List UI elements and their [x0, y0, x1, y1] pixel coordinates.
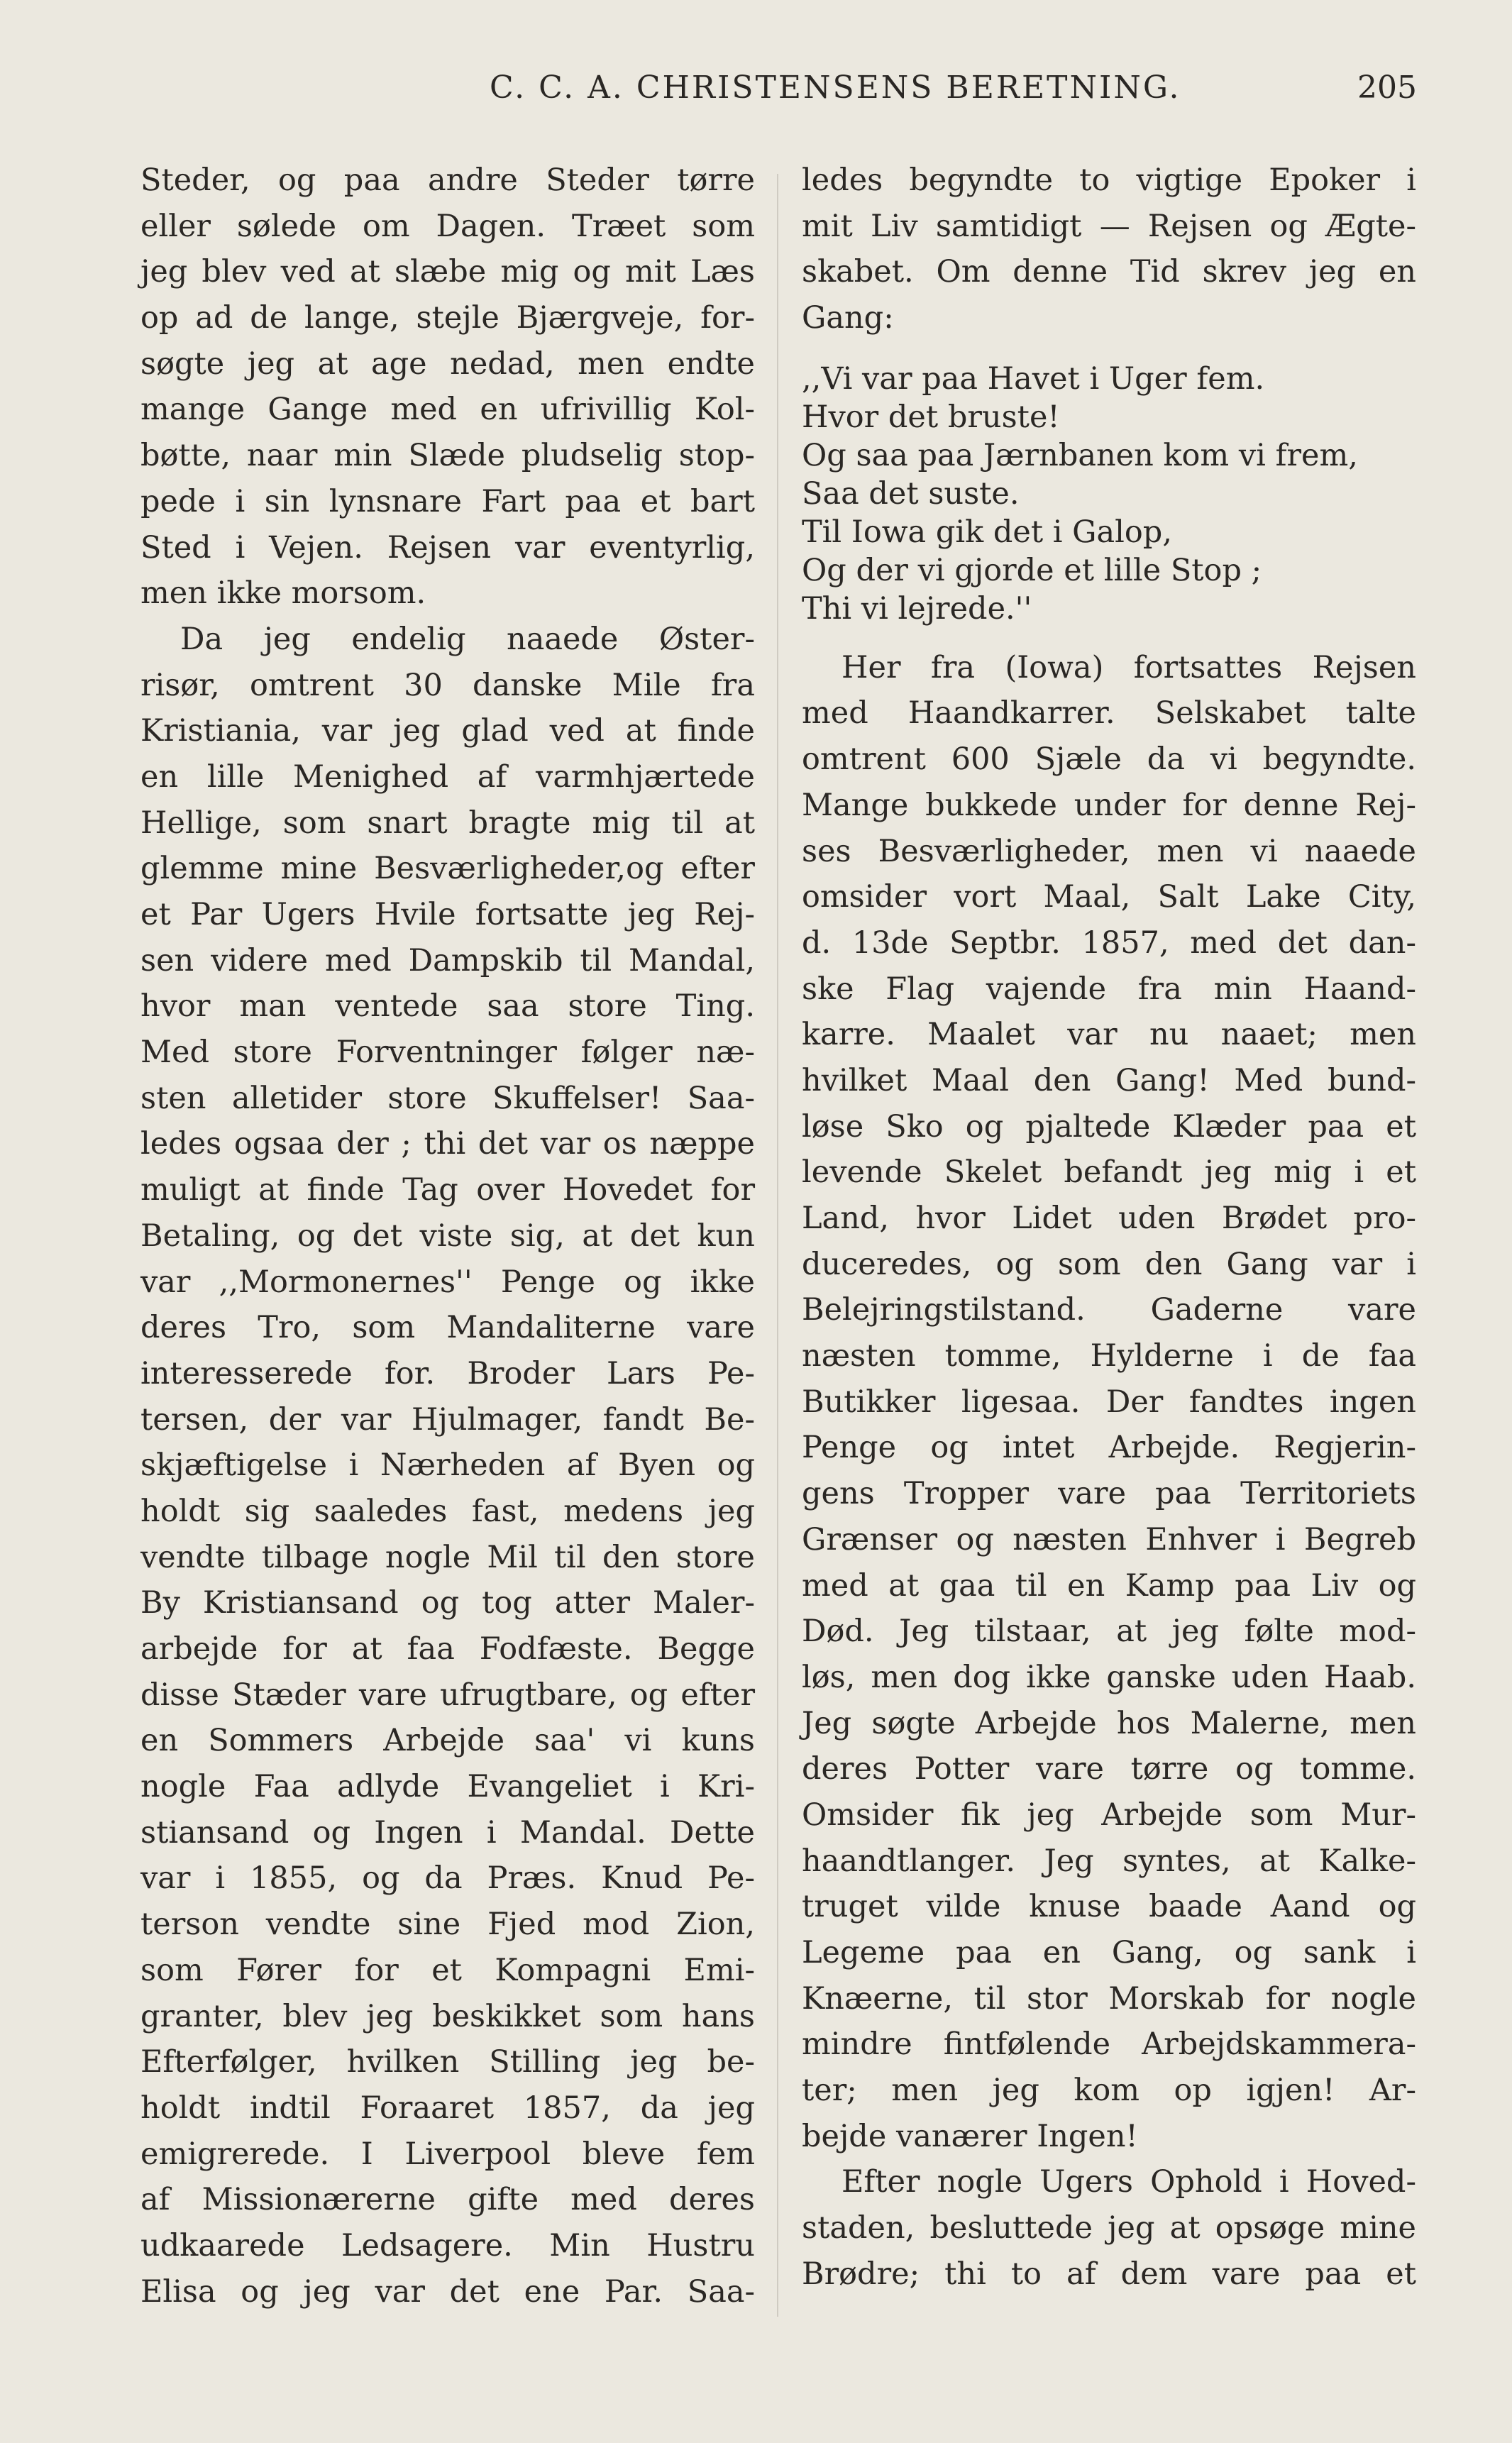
text-line: Land, hvor Lidet uden Brødet pro-	[802, 1201, 1416, 1236]
text-line: sten alletider store Skuffelser! Saa-	[140, 1080, 755, 1116]
text-line: søgte jeg at age nedad, men endte	[140, 346, 755, 382]
poem-line: Til Iowa gik det i Galop,	[802, 514, 1173, 550]
text-line: ter; men jeg kom op igjen! Ar-	[802, 2073, 1416, 2109]
text-line: holdt sig saaledes fast, medens jeg	[140, 1493, 755, 1529]
text-line: haandtlanger. Jeg syntes, at Kalke-	[802, 1843, 1416, 1879]
text-line: Betaling, og det viste sig, at det kun	[140, 1218, 755, 1254]
page-header	[0, 70, 1512, 119]
text-line: løse Sko og pjaltede Klæder paa et	[802, 1108, 1416, 1145]
text-line: Mange bukkede under for denne Rej-	[802, 787, 1416, 823]
text-line: hvilket Maal den Gang! Med bund-	[802, 1062, 1416, 1098]
text-line: næsten tomme, Hylderne i de faa	[802, 1338, 1416, 1374]
column-divider	[777, 174, 778, 2317]
text-line: hvor man ventede saa store Ting.	[140, 988, 755, 1025]
text-line: omsider vort Maal, Salt Lake City,	[802, 879, 1416, 915]
text-line: jeg blev ved at slæbe mig og mit Læs	[140, 254, 755, 290]
text-line: sen videre med Dampskib til Mandal,	[140, 942, 755, 978]
poem-line: Saa det suste.	[802, 475, 1020, 512]
running-title: C. C. A. CHRISTENSENS BERETNING.	[490, 70, 1181, 106]
text-line: Legeme paa en Gang, og sank i	[802, 1935, 1416, 1970]
text-line: nogle Faa adlyde Evangeliet i Kri-	[140, 1769, 755, 1805]
text-line: Grænser og næsten Enhver i Begreb	[802, 1521, 1416, 1557]
text-line: mit Liv samtidigt — Rejsen og Ægte-	[802, 208, 1416, 244]
text-line: risør, omtrent 30 danske Mile fra	[140, 667, 755, 703]
text-line: emigrerede. I Liverpool bleve fem	[140, 2136, 755, 2172]
text-line: løs, men dog ikke ganske uden Haab.	[802, 1659, 1416, 1695]
text-line: vendte tilbage nogle Mil til den store	[140, 1539, 755, 1575]
text-line: deres Potter vare tørre og tomme.	[802, 1751, 1416, 1787]
text-line: duceredes, og som den Gang var i	[802, 1246, 1416, 1282]
text-line: Knæerne, til stor Morskab for nogle	[802, 1980, 1416, 2017]
text-line: mange Gange med en ufrivillig Kol-	[140, 392, 755, 428]
text-line: af Missionærerne gifte med deres	[140, 2182, 755, 2218]
text-line: interesserede for. Broder Lars Pe-	[140, 1355, 755, 1391]
poem-line: ,,Vi var paa Havet i Uger fem.	[802, 360, 1265, 397]
text-line: med Haandkarrer. Selskabet talte	[802, 695, 1416, 732]
text-line: mindre fintfølende Arbejdskammera-	[802, 2026, 1416, 2063]
poem-line: Og der vi gjorde et lille Stop ;	[802, 552, 1262, 588]
text-line: holdt indtil Foraaret 1857, da jeg	[140, 2090, 755, 2126]
text-line: Elisa og jeg var det ene Par. Saa-	[140, 2273, 755, 2310]
text-line: Omsider fik jeg Arbejde som Mur-	[802, 1797, 1416, 1833]
text-line: Butikker ligesaa. Der fandtes ingen	[802, 1384, 1416, 1420]
text-line: skjæftigelse i Nærheden af Byen og	[140, 1447, 755, 1484]
text-line: ses Besværligheder, men vi naaede	[802, 833, 1416, 869]
text-line: en Sommers Arbejde saa' vi kuns	[140, 1723, 755, 1759]
text-line: ledes ogsaa der ; thi det var os næppe	[140, 1126, 755, 1162]
text-line: skabet. Om denne Tid skrev jeg en	[802, 254, 1416, 290]
poem-line: Thi vi lejrede.''	[802, 590, 1032, 627]
page-number: 205	[1357, 70, 1417, 106]
text-line: Kristiania, var jeg glad ved at finde	[140, 713, 755, 749]
text-line: muligt at finde Tag over Hovedet for	[140, 1172, 755, 1208]
text-line: deres Tro, som Mandaliterne vare	[140, 1310, 755, 1346]
text-line: udkaarede Ledsagere. Min Hustru	[140, 2227, 755, 2263]
text-line: Efter nogle Ugers Ophold i Hoved-	[841, 2164, 1416, 2200]
text-line: disse Stæder vare ufrugtbare, og efter	[140, 1677, 755, 1713]
text-line: Gang:	[802, 300, 894, 336]
text-line: bejde vanærer Ingen!	[802, 2118, 1138, 2154]
text-line: Hellige, som snart bragte mig til at	[140, 805, 755, 841]
text-line: arbejde for at faa Fodfæste. Begge	[140, 1631, 755, 1667]
text-line: tersen, der var Hjulmager, fandt Be-	[140, 1401, 755, 1438]
text-line: d. 13de Septbr. 1857, med det dan-	[802, 925, 1416, 961]
text-line: levende Skelet befandt jeg mig i et	[802, 1154, 1416, 1191]
text-line: stiansand og Ingen i Mandal. Dette	[140, 1814, 755, 1851]
text-line: ledes begyndte to vigtige Epoker i	[802, 162, 1416, 198]
poem-line: Og saa paa Jærnbanen kom vi frem,	[802, 437, 1358, 473]
text-line: pede i sin lynsnare Fart paa et bart	[140, 483, 755, 519]
text-line: Med store Forventninger følger næ-	[140, 1035, 755, 1071]
text-line: truget vilde knuse baade Aand og	[802, 1889, 1416, 1925]
text-line: Brødre; thi to af dem vare paa et	[802, 2256, 1416, 2292]
text-line: en lille Menighed af varmhjærtede	[140, 759, 755, 795]
text-line: glemme mine Besværligheder,og efter	[140, 851, 755, 887]
text-line: bøtte, naar min Slæde pludselig stop-	[140, 438, 755, 474]
text-line: Efterfølger, hvilken Stilling jeg be-	[140, 2044, 755, 2080]
text-line: By Kristiansand og tog atter Maler-	[140, 1585, 755, 1621]
text-line: staden, besluttede jeg at opsøge mine	[802, 2210, 1416, 2246]
text-line: Steder, og paa andre Steder tørre	[140, 162, 755, 198]
text-line: et Par Ugers Hvile fortsatte jeg Rej-	[140, 897, 755, 932]
right-column	[802, 158, 1416, 2298]
left-column	[140, 158, 755, 2315]
text-line: men ikke morsom.	[140, 575, 426, 612]
text-line: Belejringstilstand. Gaderne vare	[802, 1292, 1416, 1328]
text-line: som Fører for et Kompagni Emi-	[140, 1952, 755, 1988]
text-line: gens Tropper vare paa Territoriets	[802, 1476, 1416, 1512]
text-line: Sted i Vejen. Rejsen var eventyrlig,	[140, 529, 755, 566]
text-line: op ad de lange, stejle Bjærgveje, for-	[140, 300, 755, 336]
text-line: granter, blev jeg beskikket som hans	[140, 1998, 755, 2034]
text-line: eller sølede om Dagen. Træet som	[140, 208, 755, 244]
text-line: Her fra (Iowa) fortsattes Rejsen	[841, 649, 1416, 685]
text-line: ske Flag vajende fra min Haand-	[802, 971, 1416, 1007]
text-line: Død. Jeg tilstaar, at jeg følte mod-	[802, 1614, 1416, 1650]
poem-line: Hvor det bruste!	[802, 399, 1060, 435]
text-line: var i 1855, og da Præs. Knud Pe-	[140, 1860, 755, 1897]
text-line: omtrent 600 Sjæle da vi begyndte.	[802, 741, 1416, 778]
text-line: med at gaa til en Kamp paa Liv og	[802, 1567, 1416, 1604]
text-line: Penge og intet Arbejde. Regjerin-	[802, 1430, 1416, 1466]
text-line: Da jeg endelig naaede Øster-	[180, 621, 755, 657]
text-line: karre. Maalet var nu naaet; men	[802, 1017, 1416, 1053]
text-line: terson vendte sine Fjed mod Zion,	[140, 1907, 755, 1943]
poem	[802, 360, 1416, 628]
text-line: var ,,Mormonernes'' Penge og ikke	[140, 1264, 755, 1300]
text-line: Jeg søgte Arbejde hos Malerne, men	[802, 1705, 1416, 1741]
